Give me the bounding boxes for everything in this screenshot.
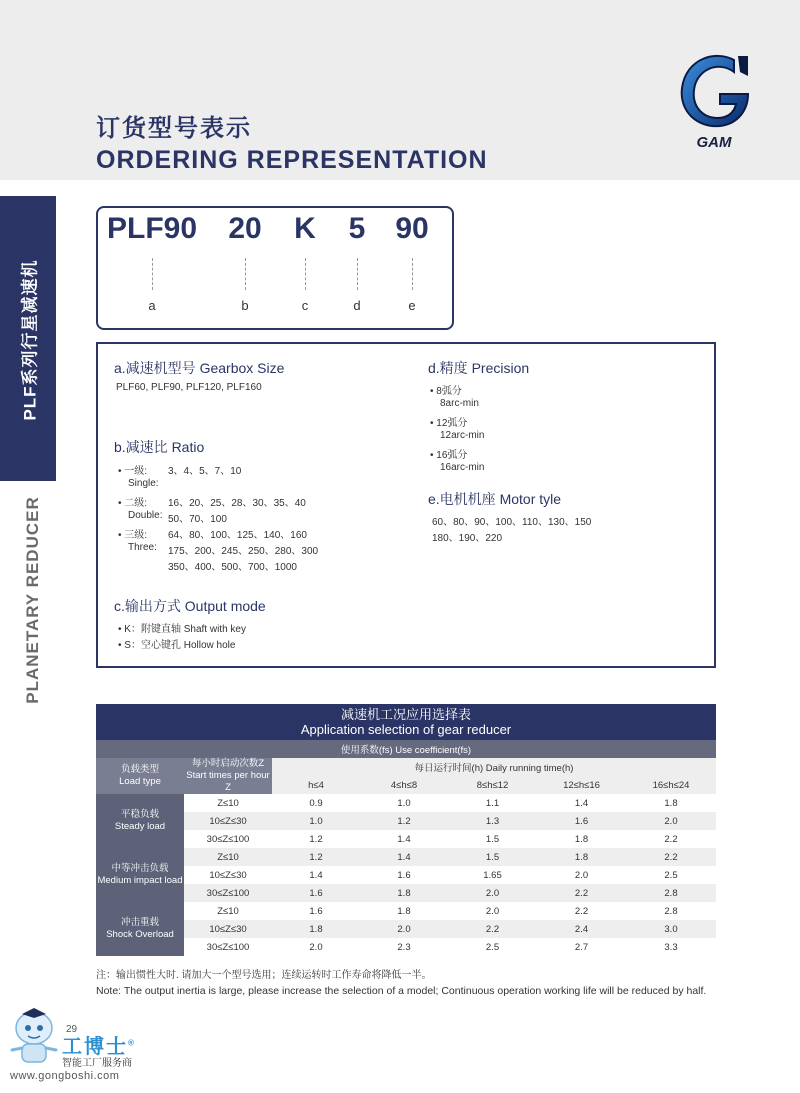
- load-type-cn: 负载类型: [120, 764, 159, 775]
- order-code-part: 20: [228, 212, 262, 245]
- coef-cell: 2.0: [360, 920, 448, 938]
- table-title: [96, 704, 716, 740]
- spec-c-title: c.输出方式 Output mode: [114, 598, 266, 614]
- starts-cell: Z≤10: [184, 794, 272, 812]
- coef-cell: 1.4: [360, 830, 448, 848]
- starts-cell: 10≤Z≤30: [184, 812, 272, 830]
- application-selection-table: [96, 704, 716, 956]
- spec-b-values: 175、200、245、250、280、300: [168, 546, 319, 557]
- coef-cell: 1.8: [360, 902, 448, 920]
- coef-cell: 1.2: [272, 830, 360, 848]
- coef-cell: 2.8: [626, 884, 716, 902]
- coef-cell: 1.8: [272, 920, 360, 938]
- coef-cell: 2.0: [537, 866, 626, 884]
- coef-cell: 1.3: [448, 812, 537, 830]
- coef-cell: 2.0: [626, 812, 716, 830]
- hours-header: 12≤h≤16: [537, 776, 626, 794]
- coef-cell: 2.2: [626, 848, 716, 866]
- spec-b-line: [118, 526, 307, 541]
- coef-cell: 3.0: [626, 920, 716, 938]
- gam-logo: [676, 50, 752, 154]
- coef-cell: 2.0: [272, 938, 360, 956]
- spec-b-title: b.减速比 Ratio: [114, 439, 205, 455]
- coef-cell: 3.3: [626, 938, 716, 956]
- load-group-en: Steady load: [114, 821, 166, 832]
- coef-cell: 1.5: [448, 848, 537, 866]
- coef-cell: 2.2: [448, 920, 537, 938]
- coef-cell: 1.0: [272, 812, 360, 830]
- coef-cell: 1.4: [272, 866, 360, 884]
- spec-d-title: d.精度 Precision: [428, 360, 530, 376]
- coef-cell: 1.2: [272, 848, 360, 866]
- spec-b-label: Three:: [128, 542, 157, 553]
- coef-cell: 1.4: [537, 794, 626, 812]
- order-code-letter: a: [148, 298, 156, 313]
- starts-cell: 10≤Z≤30: [184, 866, 272, 884]
- coef-cell: 1.8: [626, 794, 716, 812]
- order-code-part: 90: [395, 212, 429, 245]
- coef-cell: 2.2: [626, 830, 716, 848]
- coef-cell: 2.5: [448, 938, 537, 956]
- load-type-en: Load type: [119, 776, 161, 787]
- dashed-connector: [245, 258, 246, 290]
- coef-cell: 2.4: [537, 920, 626, 938]
- spec-b-values: 50、70、100: [168, 514, 227, 525]
- table-row: [96, 830, 716, 848]
- table-row: [96, 884, 716, 902]
- coef-cell: 2.2: [537, 884, 626, 902]
- coef-cell: 1.1: [448, 794, 537, 812]
- coef-cell: 1.8: [537, 830, 626, 848]
- load-type-header: [96, 758, 184, 794]
- table-row: [96, 902, 716, 920]
- starts-cell: Z≤10: [184, 902, 272, 920]
- spec-b-values: 350、400、500、700、1000: [168, 562, 297, 573]
- coef-cell: 1.6: [272, 902, 360, 920]
- spec-b-label: Double:: [128, 510, 163, 521]
- dashed-connector: [357, 258, 358, 290]
- spec-d-item-en: 12arc-min: [440, 430, 485, 441]
- table-row: [96, 866, 716, 884]
- daily-header: 每日运行时间(h) Daily running time(h): [272, 758, 716, 776]
- spec-b-label: • 二级:: [118, 498, 147, 509]
- table-row: [96, 794, 716, 812]
- spec-e-line: 60、80、90、100、110、130、150: [432, 517, 592, 528]
- hours-header: 16≤h≤24: [626, 776, 716, 794]
- load-group-cn: 冲击重载: [120, 917, 159, 928]
- table-row: [96, 920, 716, 938]
- side-label-en: PLANETARY REDUCER: [23, 496, 42, 704]
- starts-header: [184, 758, 272, 794]
- spec-d-item: • 8弧分: [430, 382, 462, 397]
- coef-cell: 1.6: [272, 884, 360, 902]
- starts-cn: 每小时启动次数Z: [191, 758, 265, 769]
- load-group-cn: 平稳负载: [120, 809, 159, 820]
- coef-cell: 2.7: [537, 938, 626, 956]
- coef-cell: 1.8: [360, 884, 448, 902]
- spec-b-line: [128, 542, 319, 557]
- starts-cell: 30≤Z≤100: [184, 938, 272, 956]
- coef-cell: 2.2: [537, 902, 626, 920]
- spec-b-line: [118, 494, 306, 509]
- spec-a-title: a.减速机型号 Gearbox Size: [114, 360, 285, 376]
- table-row: [96, 938, 716, 956]
- coef-cell: 1.8: [537, 848, 626, 866]
- spec-b-line: [128, 510, 227, 525]
- order-code-letter: c: [301, 298, 309, 313]
- coef-cell: 2.0: [448, 884, 537, 902]
- coef-cell: 1.0: [360, 794, 448, 812]
- table-title-en: Application selection of gear reducer: [300, 722, 512, 737]
- starts-en: Start times per hour Z: [186, 770, 270, 793]
- hours-header: h≤4: [272, 776, 360, 794]
- spec-c-item: • S：空心键孔 Hollow hole: [118, 636, 235, 651]
- side-tab-label-cn: PLF系列行星减速机: [20, 259, 40, 421]
- spec-d-item: • 16弧分: [430, 446, 467, 461]
- spec-d-item: • 12弧分: [430, 414, 467, 429]
- spec-d-item-en: 16arc-min: [440, 462, 485, 473]
- spec-e-line: 180、190、220: [432, 533, 503, 544]
- page-number: 29: [66, 1024, 78, 1035]
- spec-e-title: e.电机机座 Motor tyle: [428, 491, 562, 507]
- note-cn: 注：输出惯性大时. 请加大一个型号选用；连续运转时工作寿命将降低一半。: [96, 970, 432, 981]
- table-title-cn: 减速机工况应用选择表: [340, 707, 471, 722]
- order-code-part: 5: [348, 212, 366, 245]
- coef-cell: 1.2: [360, 812, 448, 830]
- spec-d-item-en: 8arc-min: [440, 398, 479, 409]
- spec-c-item: • K：附键直轴 Shaft with key: [118, 620, 246, 635]
- load-group-label: [96, 848, 184, 902]
- hours-header: 4≤h≤8: [360, 776, 448, 794]
- load-group-en: Shock Overload: [106, 929, 174, 940]
- spec-b-values: 3、4、5、7、10: [168, 466, 242, 477]
- coef-cell: 0.9: [272, 794, 360, 812]
- dashed-connector: [412, 258, 413, 290]
- spec-b-line: [118, 462, 242, 477]
- note-en: Note: The output inertia is large, please increase the selection of a model; Continuous operation working life will be reduced by half.: [96, 985, 707, 997]
- coef-cell: 2.3: [360, 938, 448, 956]
- starts-cell: 30≤Z≤100: [184, 884, 272, 902]
- hours-header: 8≤h≤12: [448, 776, 537, 794]
- coef-cell: 2.0: [448, 902, 537, 920]
- load-group-cn: 中等冲击负载: [111, 863, 169, 874]
- watermark-tagline: 智能工厂服务商: [62, 1058, 132, 1069]
- order-code-letter: e: [408, 298, 416, 313]
- load-group-label: [96, 794, 184, 848]
- spec-b-label: • 三级:: [118, 530, 147, 541]
- spec-b-label: • 一级:: [118, 466, 147, 477]
- load-group-en: Medium impact load: [97, 875, 183, 886]
- watermark-name-text: 工博士: [62, 1036, 128, 1058]
- table-coef-header: 使用系数(fs) Use coefficient(fs): [96, 740, 716, 758]
- coef-cell: 1.6: [537, 812, 626, 830]
- order-code-part: PLF90: [106, 212, 198, 245]
- page-title-cn: 订货型号表示: [96, 115, 252, 142]
- coef-cell: 1.65: [448, 866, 537, 884]
- starts-cell: 30≤Z≤100: [184, 830, 272, 848]
- order-code-letter: b: [241, 298, 249, 313]
- spec-b-values: 64、80、100、125、140、160: [168, 530, 307, 541]
- coef-cell: 1.5: [448, 830, 537, 848]
- order-code-part: K: [294, 212, 316, 245]
- coef-cell: 1.6: [360, 866, 448, 884]
- page-title-en: ORDERING REPRESENTATION: [96, 146, 488, 174]
- registered-mark: ®: [128, 1038, 136, 1048]
- watermark-url: www.gongboshi.com: [10, 1070, 120, 1082]
- order-code-letter: d: [353, 298, 361, 313]
- starts-cell: Z≤10: [184, 848, 272, 866]
- table-row: [96, 848, 716, 866]
- dashed-connector: [305, 258, 306, 290]
- coef-cell: 2.5: [626, 866, 716, 884]
- load-group-label: [96, 902, 184, 956]
- coef-cell: 2.8: [626, 902, 716, 920]
- spec-a-text: PLF60, PLF90, PLF120, PLF160: [116, 382, 262, 393]
- robot-mascot-icon: [8, 1008, 60, 1068]
- spec-b-values: 16、20、25、28、30、35、40: [168, 498, 306, 509]
- gam-logo-mark-icon: [676, 50, 752, 134]
- dashed-connector: [152, 258, 153, 290]
- table-row: [96, 812, 716, 830]
- starts-cell: 10≤Z≤30: [184, 920, 272, 938]
- coef-cell: 1.4: [360, 848, 448, 866]
- spec-b-label: Single:: [128, 478, 159, 489]
- logo-text: GAM: [696, 134, 732, 151]
